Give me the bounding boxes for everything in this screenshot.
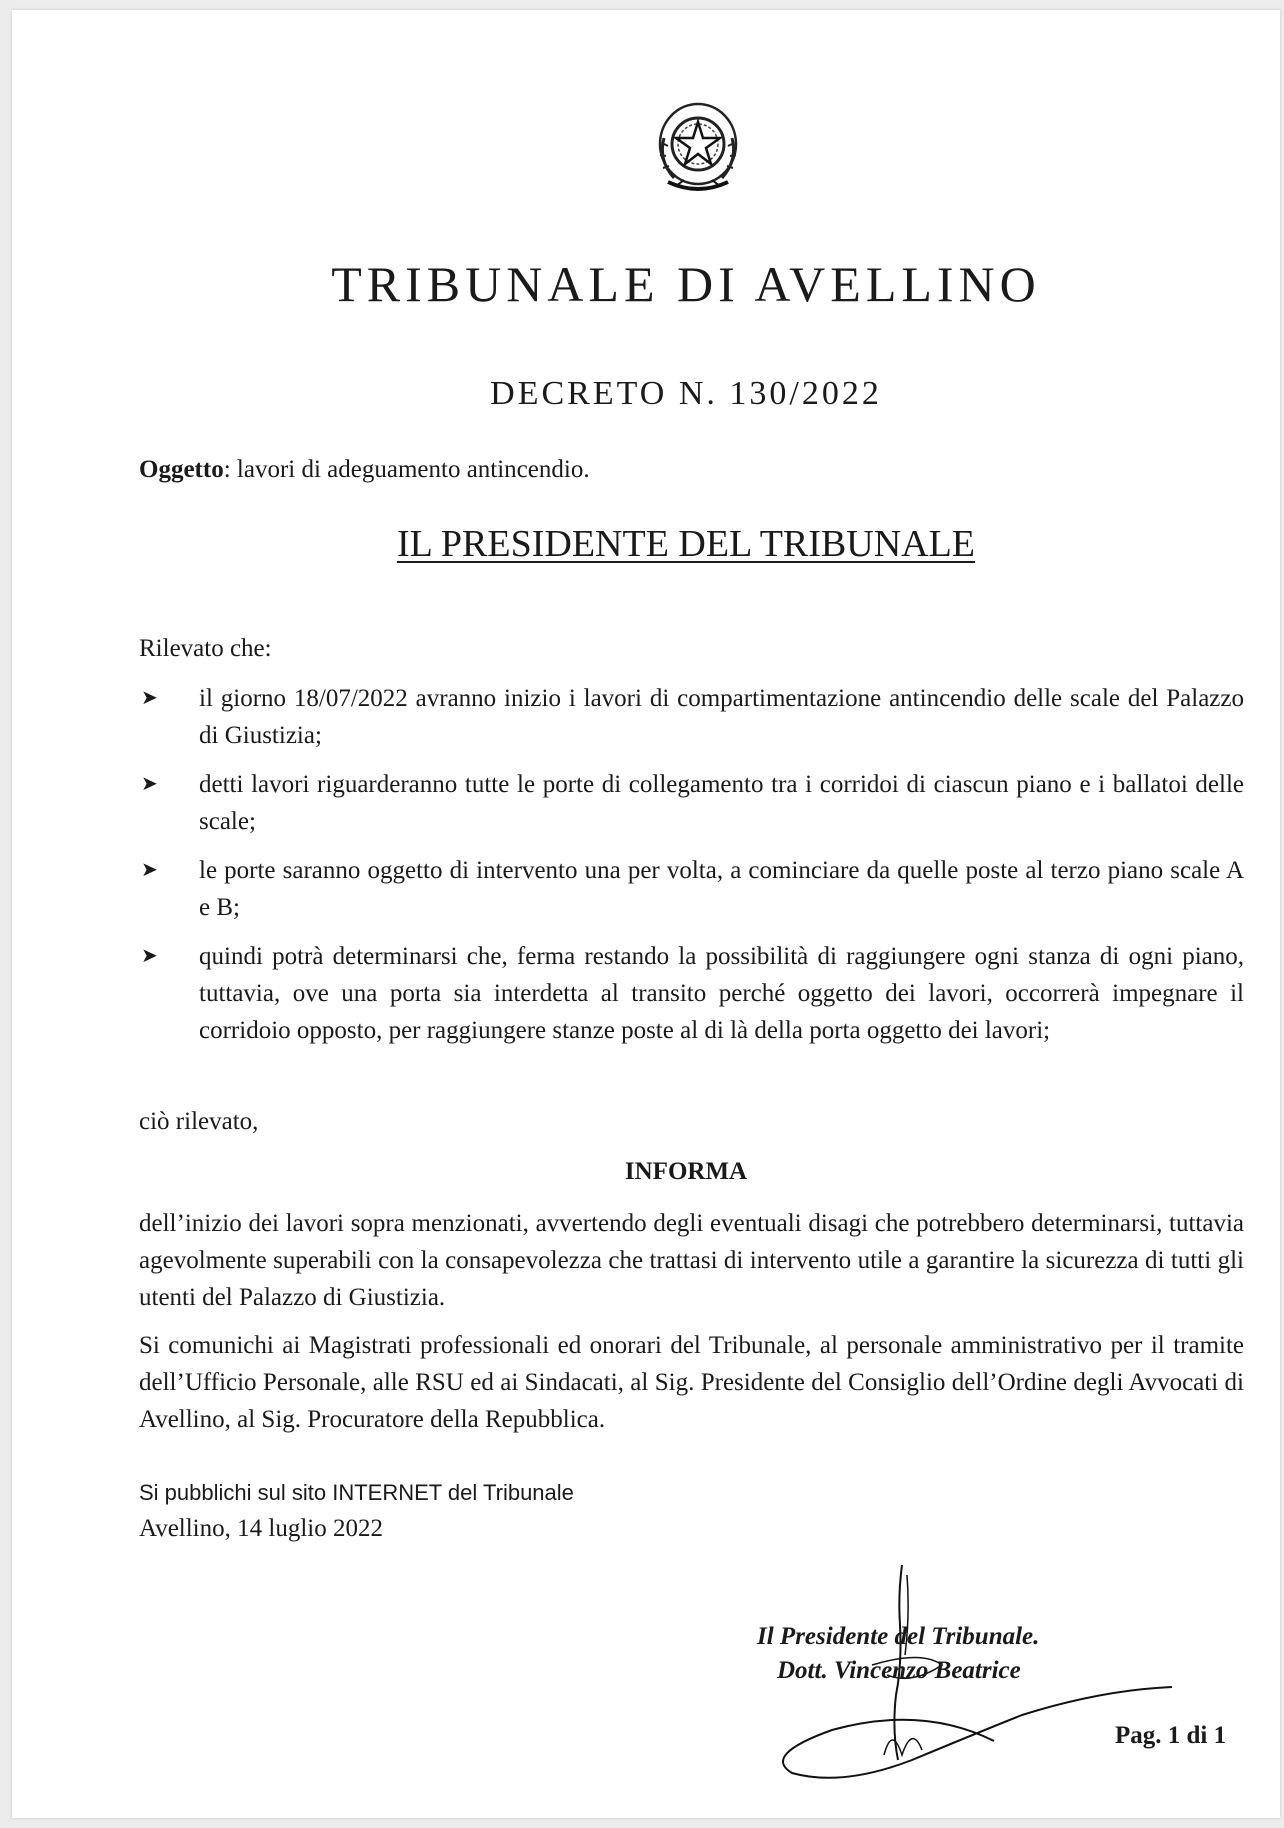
list-item-text: le porte saranno oggetto di intervento una per volta, a cominciare da quelle poste al terzo piano scale A e B; <box>199 857 1244 921</box>
president-heading-text: IL PRESIDENTE DEL TRIBUNALE <box>396 523 976 565</box>
document-page <box>12 10 1280 1818</box>
arrow-bullet-icon: ➤ <box>141 945 158 967</box>
list-item <box>139 766 1244 840</box>
arrow-bullet-icon: ➤ <box>141 773 158 795</box>
italian-republic-emblem-icon <box>652 98 744 198</box>
communication-paragraph: Si comunichi ai Magistrati professionali ed onorari del Tribunale, al personale amministrativo per il tramite dell’Ufficio Personale, alle RSU ed ai Sindacati, al Sig. Presidente del Consiglio dell’Ordine degli Avvocati di Avellino, al Sig. Procuratore della Repubblica. <box>139 1332 1244 1433</box>
intro-text: Rilevato che: <box>139 635 272 662</box>
subject-text: lavori di adeguamento antincendio. <box>236 456 590 483</box>
page-number: Pag. 1 di 1 <box>1115 1722 1227 1749</box>
arrow-bullet-icon: ➤ <box>141 687 158 709</box>
court-title: TRIBUNALE DI AVELLINO <box>331 256 1041 312</box>
informa-paragraph: dell’inizio dei lavori sopra menzionati, avvertendo degli eventuali disagi che potrebbero determinarsi, tuttavia agevolmente superabili con la consapevolezza che trattasi di intervento utile a garantire la sicurezza di tutti gli utenti del Palazzo di Giustizia. <box>139 1210 1244 1311</box>
place-date: Avellino, 14 luglio 2022 <box>139 1515 383 1542</box>
list-item <box>139 852 1244 926</box>
signatory-name: Dott. Vincenzo Beatrice <box>777 1657 1021 1684</box>
list-item <box>139 938 1244 1049</box>
list-item <box>139 680 1244 754</box>
informa-heading: INFORMA <box>624 1158 748 1185</box>
list-item-text: detti lavori riguarderanno tutte le porte di collegamento tra i corridoi di ciascun piano e i ballatoi delle scale; <box>199 771 1244 835</box>
decree-number: DECRETO N. 130/2022 <box>490 375 882 412</box>
conclusion-text: ciò rilevato, <box>139 1108 259 1135</box>
subject-label: Oggetto <box>139 456 224 483</box>
findings-list <box>139 680 1244 1061</box>
signatory-role: Il Presidente del Tribunale. <box>757 1623 1040 1650</box>
arrow-bullet-icon: ➤ <box>141 859 158 881</box>
president-heading <box>52 522 1280 566</box>
subject-line: Oggetto: lavori di adeguamento antincendio. <box>139 456 590 483</box>
list-item-text: il giorno 18/07/2022 avranno inizio i lavori di compartimentazione antincendio delle scale del Palazzo di Giustizia; <box>199 685 1244 749</box>
publication-note: Si pubblichi sul sito INTERNET del Tribunale <box>139 1480 574 1505</box>
signature-block <box>757 1620 1039 1688</box>
list-item-text: quindi potrà determinarsi che, ferma restando la possibilità di raggiungere ogni stanza di ogni piano, tuttavia, ove una porta sia interdetta al transito perché oggetto dei lavori, occorrerà impegnare il corridoio opposto, per raggiungere stanze poste al di là della porta oggetto dei lavori; <box>199 943 1244 1044</box>
